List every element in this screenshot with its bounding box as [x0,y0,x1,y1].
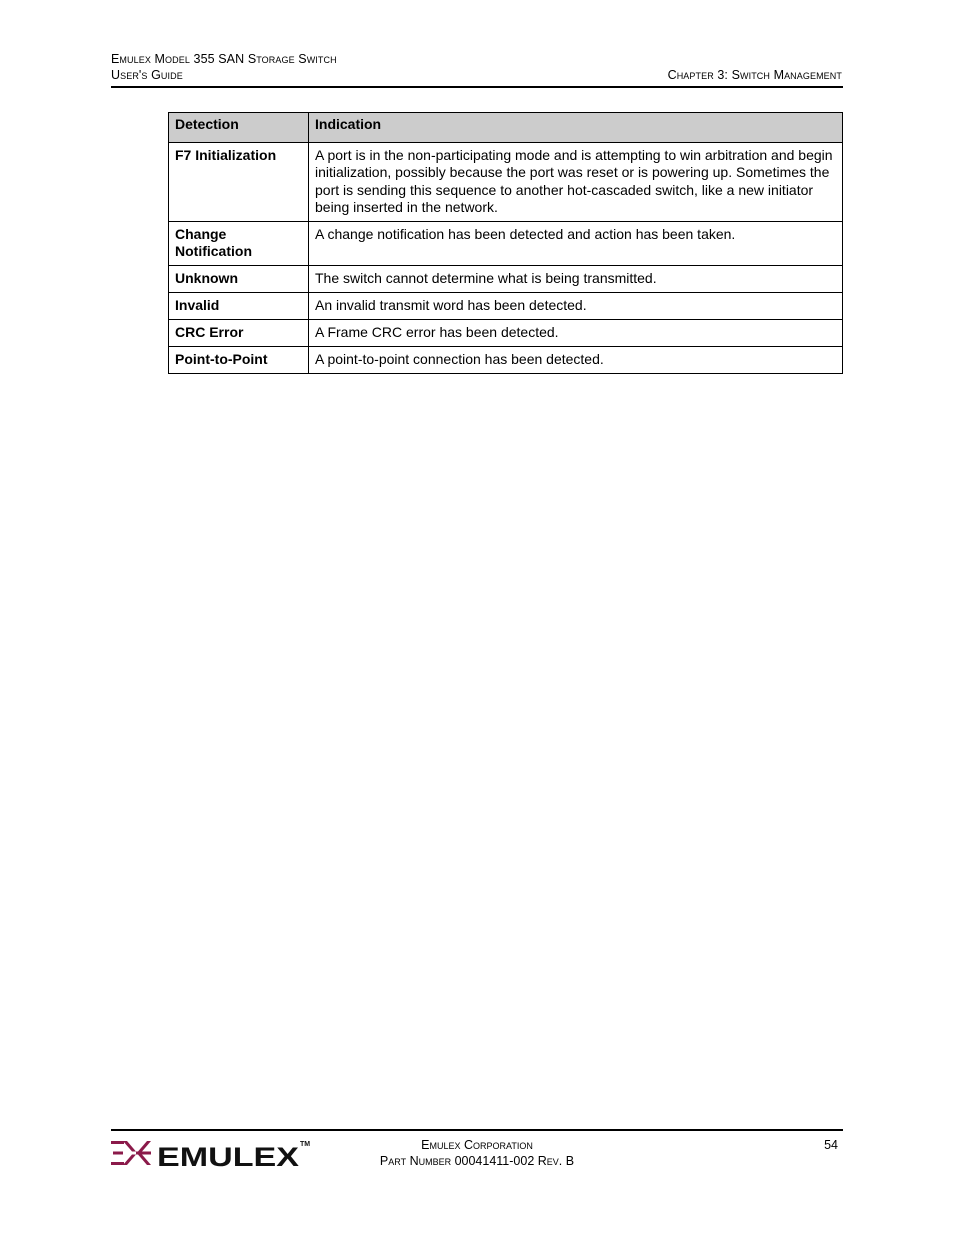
indication-cell: A Frame CRC error has been detected. [309,319,843,346]
detection-cell: F7 Initialization [169,142,309,221]
indication-cell: A port is in the non-participating mode and is attempting to win arbitration and begin initialization, possibly because the port was reset or is powering up. Sometimes the port is sending this sequence to another hot-cascaded switch, like a new initiator being inserted in the network. [309,142,843,221]
table-row [169,142,843,221]
header-chapter-title: Chapter 3: Switch Management [667,68,842,82]
table-row [169,221,843,265]
logo-wordmark: EMULEX [157,1142,299,1170]
detection-cell: Invalid [169,292,309,319]
header-rule [111,86,843,88]
indication-cell: The switch cannot determine what is being transmitted. [309,265,843,292]
indication-cell: An invalid transmit word has been detected. [309,292,843,319]
footer-part-number: Part Number 00041411-002 Rev. B [379,1154,575,1168]
footer-corporation: Emulex Corporation [421,1138,533,1152]
indication-cell: A point-to-point connection has been detected. [309,346,843,373]
table-row [169,292,843,319]
table-row [169,265,843,292]
detection-cell: Point-to-Point [169,346,309,373]
running-header-left [111,51,337,83]
detection-cell: CRC Error [169,319,309,346]
footer-center [0,1137,954,1169]
column-header-detection: Detection [169,113,309,143]
table-row [169,319,843,346]
column-header-indication: Indication [309,113,843,143]
detection-cell: Change Notification [169,221,309,265]
page-number: 54 [824,1138,838,1152]
table-row [169,346,843,373]
logo-trademark: TM [300,1141,311,1148]
footer-rule [111,1129,843,1131]
table-header-row [169,113,843,143]
header-doc-title: Emulex Model 355 SAN Storage Switch [111,52,337,66]
indication-cell: A change notification has been detected and action has been taken. [309,221,843,265]
header-doc-subtitle: User's Guide [111,68,183,82]
detection-table [168,112,843,374]
detection-cell: Unknown [169,265,309,292]
